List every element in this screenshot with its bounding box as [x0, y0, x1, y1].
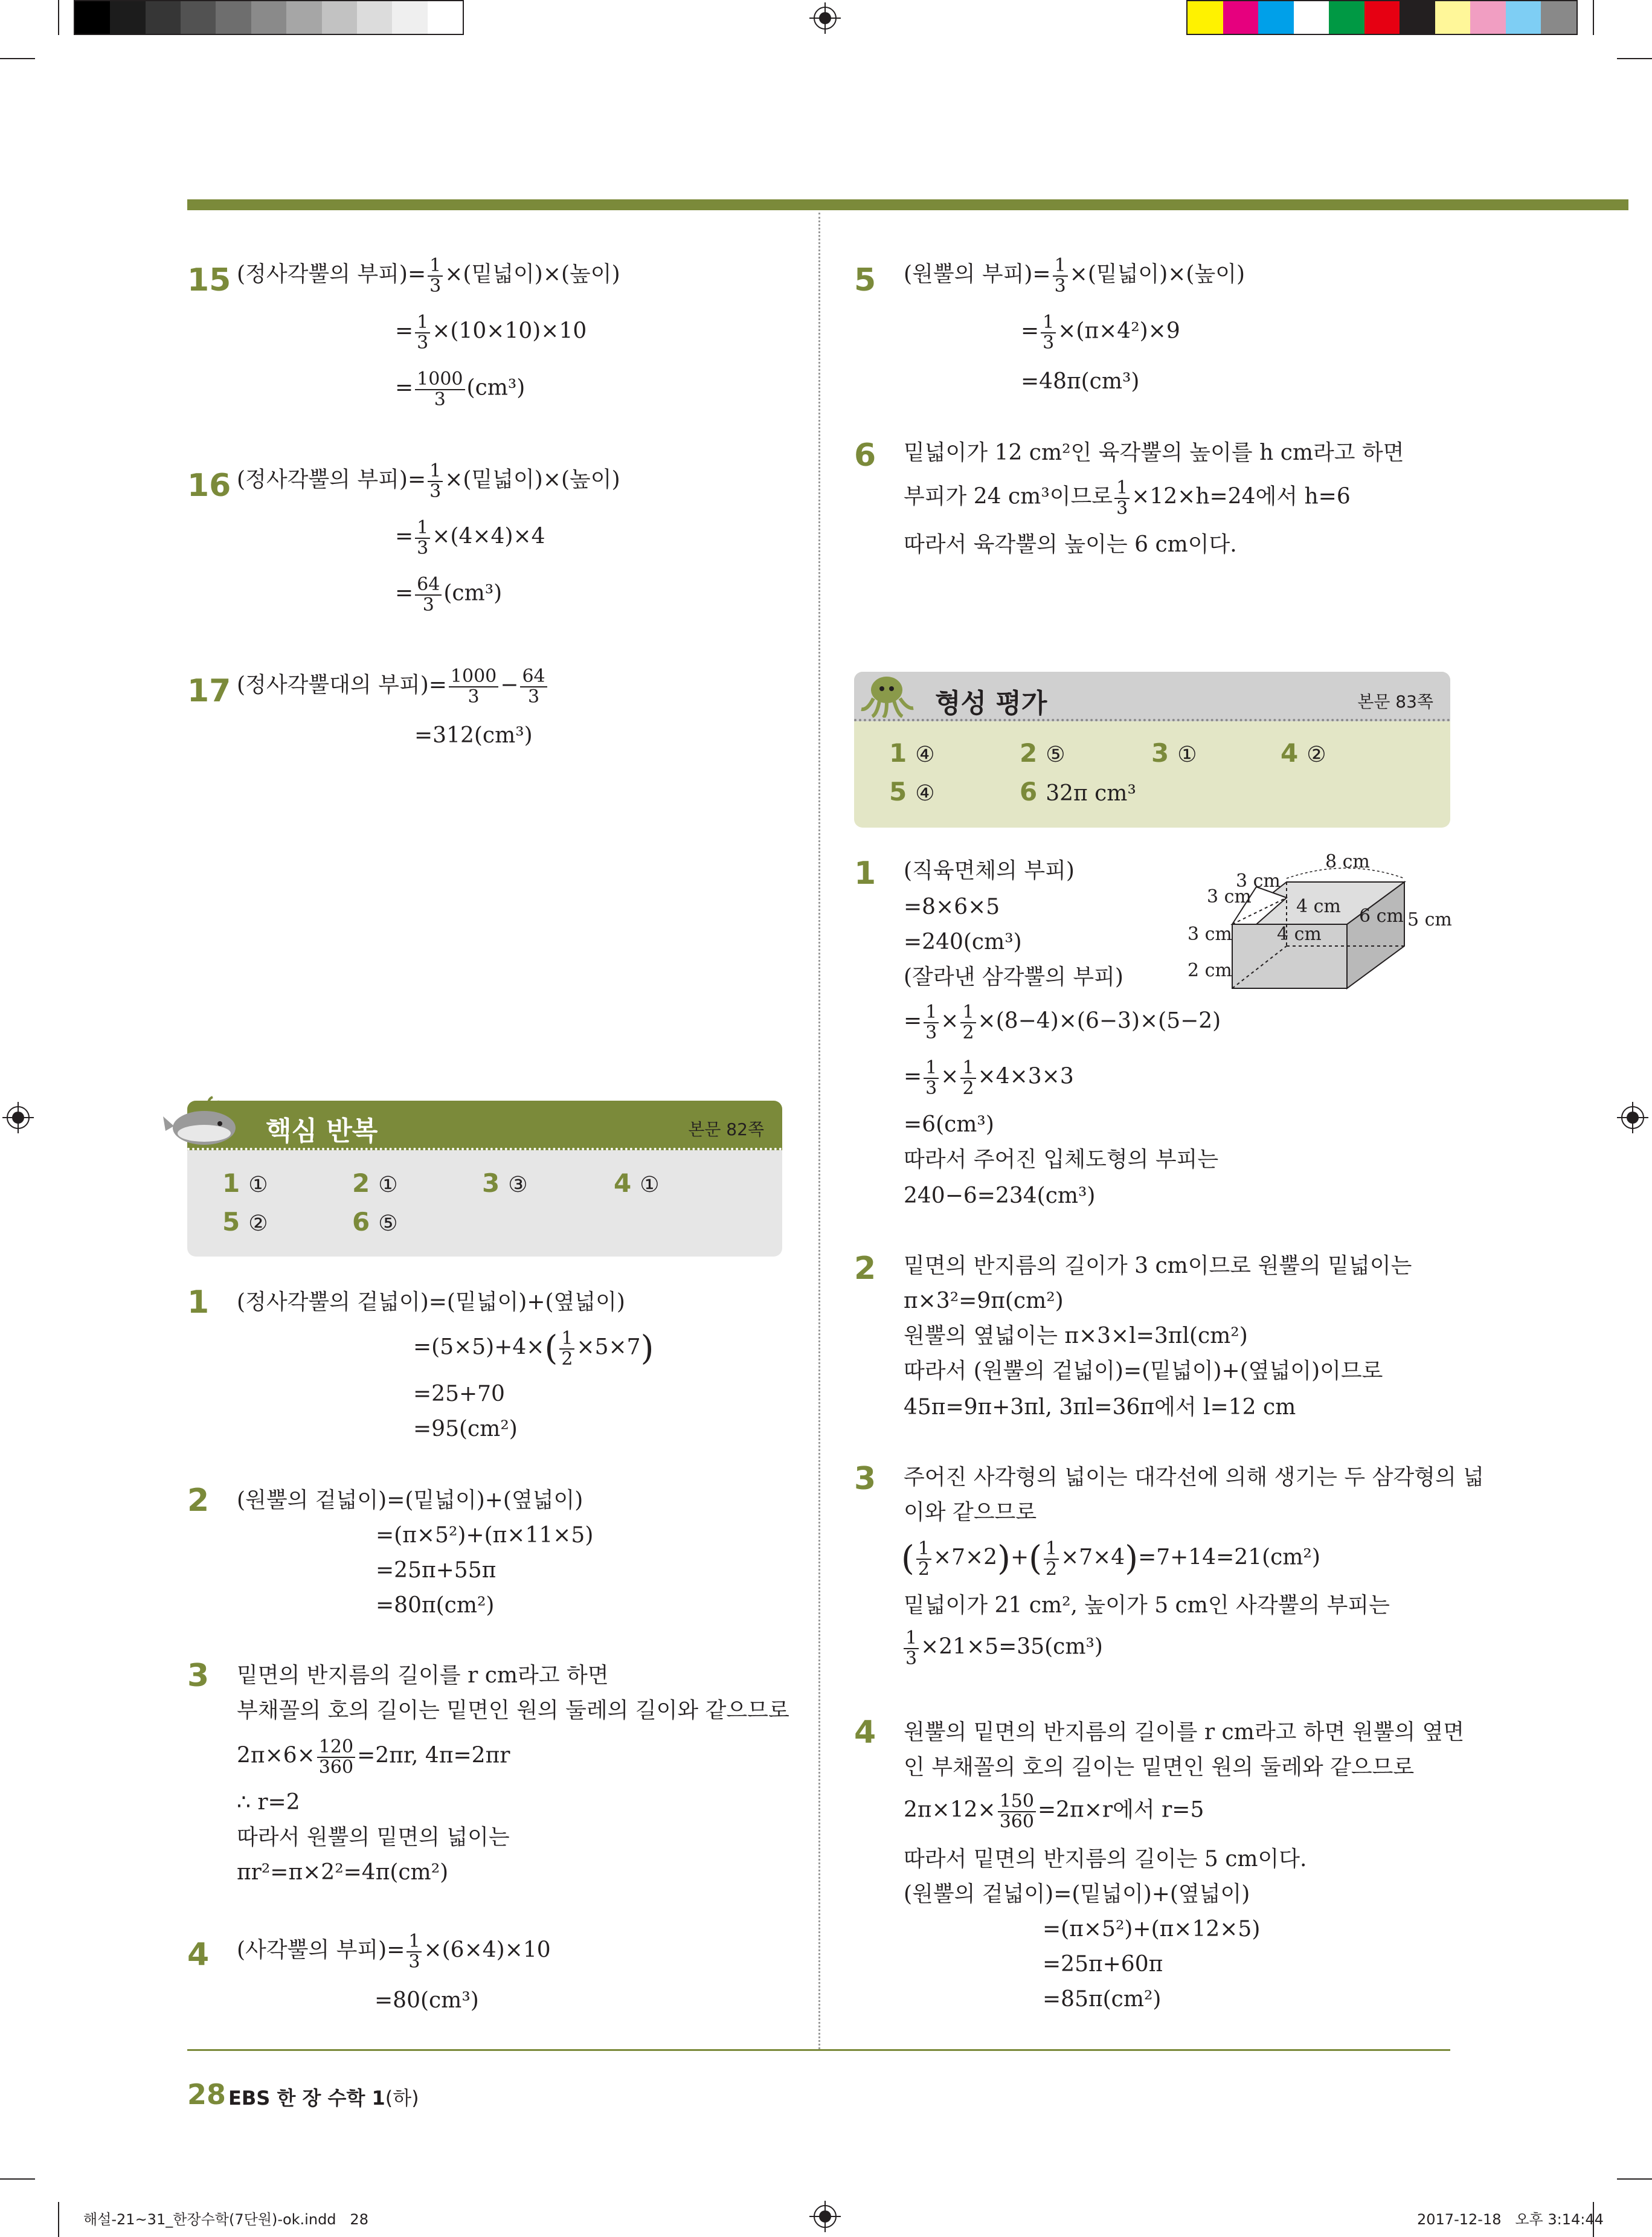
color-swatch [1258, 1, 1294, 34]
answer-item: 1 ① [222, 1168, 268, 1198]
fraction: $\frac{1}{3}$ [904, 1629, 919, 1668]
solution-line: 부피가 24 cm³이므로 $\frac{1}{3}$ ×12×h=24에서 h=6 [904, 477, 1351, 519]
gray-swatch [146, 1, 181, 34]
solution-line: =(π×5²)+(π×11×5) [376, 1523, 594, 1548]
registration-mark-icon [809, 2201, 841, 2232]
fraction: $\frac{1000}{3}$ [449, 667, 498, 706]
problem-number: 2 [854, 1250, 876, 1287]
fraction: $\frac{1}{3}$ [924, 1003, 939, 1042]
solution-line: (원뿔의 부피)= $\frac{1}{3}$ ×(밑넓이)×(높이) [904, 255, 1245, 297]
formative-title: 형성 평가 [935, 688, 1047, 719]
fraction: $\frac{64}{3}$ [520, 667, 547, 706]
crop-mark [1617, 2178, 1652, 2180]
answer-item: 5 ② [222, 1207, 268, 1237]
solution-line: = $\frac{1}{3}$ ×(10×10)×10 [395, 312, 587, 353]
fraction: $\frac{1}{2}$ [1044, 1539, 1059, 1579]
fraction: $\frac{1}{2}$ [559, 1329, 574, 1368]
fraction: $\frac{150}{360}$ [998, 1792, 1036, 1831]
color-swatch [1364, 1, 1400, 34]
gray-swatch [75, 1, 110, 34]
problem-number: 5 [854, 262, 876, 298]
process-color-bar [1186, 0, 1578, 35]
color-swatch [1470, 1, 1506, 34]
dimension-label: 6 cm [1359, 906, 1404, 927]
solution-line: =48π(cm³) [1021, 369, 1140, 394]
solution-line: π×3²=9π(cm²) [904, 1289, 1064, 1313]
solution-line: =85π(cm²) [1043, 1987, 1162, 2012]
gray-swatch [322, 1, 357, 34]
solution-line: = $\frac{1000}{3}$ (cm³) [395, 369, 525, 410]
crop-mark [0, 58, 35, 59]
solution-line: 따라서 주어진 입체도형의 부피는 [904, 1147, 1219, 1172]
problem-number: 6 [854, 437, 876, 474]
dimension-label: 4 cm [1296, 896, 1341, 917]
problem-number: 1 [854, 855, 876, 892]
book-title: EBS 한 장 수학 1(하) [228, 2087, 419, 2110]
core-repeat-box [187, 1101, 782, 1257]
solution-line: (정사각뿔대의 부피)= $\frac{1000}{3}$ − $\frac{64}{3}$ [237, 667, 549, 706]
gray-swatch [357, 1, 392, 34]
problem-number: 1 [187, 1284, 210, 1321]
cuboid-figure [1178, 852, 1456, 997]
problem-number: 4 [854, 1714, 876, 1751]
crop-mark [58, 0, 59, 35]
registration-mark-icon [809, 2, 841, 34]
header-rule [187, 199, 1628, 210]
answer-item: 3 ③ [482, 1168, 528, 1198]
core-repeat-title: 핵심 반복 [266, 1116, 378, 1147]
crop-mark [58, 2202, 59, 2237]
problem-number: 3 [187, 1658, 210, 1694]
solution-line: (정사각뿔의 부피)= $\frac{1}{3}$ ×(밑넓이)×(높이) [237, 460, 620, 502]
problem-number: 17 [187, 673, 231, 709]
fraction: $\frac{1}{3}$ [1041, 313, 1056, 352]
whale-mascot-icon [162, 1095, 240, 1149]
fraction: $\frac{1}{3}$ [407, 1932, 422, 1971]
solution-line: 인 부채꼴의 호의 길이는 밑면인 원의 둘레와 같으므로 [904, 1755, 1415, 1780]
solution-line: =312(cm³) [414, 723, 533, 748]
problem-number: 16 [187, 468, 231, 504]
formative-page-ref: 본문 83쪽 [1357, 692, 1433, 712]
color-swatch [1400, 1, 1435, 34]
solution-line: 2π×6× $\frac{120}{360}$ =2πr, 4π=2πr [237, 1736, 510, 1778]
solution-line: 주어진 사각형의 넓이는 대각선에 의해 생기는 두 삼각형의 넓 [904, 1465, 1484, 1490]
problem-number: 2 [187, 1482, 210, 1519]
solution-line: =8×6×5 [904, 895, 1000, 919]
page-number: 28 [187, 2078, 227, 2111]
solution-line: πr²=π×2²=4π(cm²) [237, 1860, 449, 1885]
color-swatch [1329, 1, 1364, 34]
solution-line: $\frac{1}{3}$ ×21×5=35(cm³) [904, 1629, 1103, 1668]
registration-mark-icon [2, 1102, 34, 1133]
fraction: $\frac{1}{3}$ [1114, 478, 1130, 518]
dimension-label: 3 cm [1188, 924, 1232, 945]
color-swatch [1223, 1, 1259, 34]
solution-line: ∴ r=2 [237, 1790, 300, 1815]
solution-line: =6(cm³) [904, 1112, 994, 1137]
solution-line: =80π(cm²) [376, 1593, 495, 1618]
answer-item: 6 32π cm³ [1020, 777, 1136, 806]
solution-line: (잘라낸 삼각뿔의 부피) [904, 965, 1123, 990]
solution-line: 밑넓이가 21 cm², 높이가 5 cm인 사각뿔의 부피는 [904, 1593, 1390, 1618]
answer-item: 2 ⑤ [1020, 738, 1065, 768]
solution-line: 밑넓이가 12 cm²인 육각뿔의 높이를 h cm라고 하면 [904, 440, 1404, 465]
gray-swatch [286, 1, 321, 34]
octopus-mascot-icon [857, 671, 917, 718]
solution-line: 밑면의 반지름의 길이를 r cm라고 하면 [237, 1663, 609, 1688]
fraction: $\frac{1}{2}$ [916, 1539, 931, 1579]
solution-line: ( $\frac{1}{2}$ ×7×2)+( $\frac{1}{2}$ ×7×4)=7+14=21(cm²) [901, 1538, 1320, 1580]
answer-item: 1 ④ [889, 738, 935, 768]
fraction: $\frac{1}{3}$ [1053, 256, 1068, 295]
solution-line: (원뿔의 겉넓이)=(밑넓이)+(옆넓이) [904, 1882, 1250, 1907]
footer-rule [187, 2049, 1450, 2051]
solution-line: = $\frac{1}{3}$ ×(4×4)×4 [395, 517, 545, 559]
solution-line: (사각뿔의 부피)= $\frac{1}{3}$ ×(6×4)×10 [237, 1931, 551, 1972]
gray-swatch [216, 1, 251, 34]
gray-swatch [181, 1, 216, 34]
answer-item: 4 ② [1281, 738, 1326, 768]
solution-line: =25π+60π [1043, 1952, 1163, 1977]
solution-line: = $\frac{64}{3}$ (cm³) [395, 574, 503, 616]
dimension-label: 2 cm [1188, 960, 1232, 981]
crop-mark [0, 2178, 35, 2180]
solution-line: (원뿔의 겉넓이)=(밑넓이)+(옆넓이) [237, 1488, 583, 1513]
color-swatch [1541, 1, 1576, 34]
solution-line: =25+70 [413, 1382, 505, 1406]
gray-swatch [428, 1, 463, 34]
fraction: $\frac{1}{2}$ [960, 1058, 975, 1098]
gray-swatch [392, 1, 427, 34]
answer-item: 4 ① [614, 1168, 660, 1198]
color-swatch [1294, 1, 1329, 34]
solution-line: = $\frac{1}{3}$ × $\frac{1}{2}$ ×(8−4)×(6−3)×(5−2) [904, 1002, 1221, 1043]
registration-mark-icon [1617, 1102, 1648, 1133]
solution-line: 이와 같으므로 [904, 1500, 1037, 1525]
fraction: $\frac{1}{3}$ [428, 462, 443, 501]
answer-item: 5 ④ [889, 777, 935, 806]
fraction: $\frac{64}{3}$ [415, 575, 442, 614]
solution-line: 45π=9π+3πl, 3πl=36π에서 l=12 cm [904, 1395, 1296, 1420]
solution-line: (직육면체의 부피) [904, 858, 1075, 883]
solution-line: 2π×12× $\frac{150}{360}$ =2π×r에서 r=5 [904, 1791, 1204, 1832]
solution-line: =240(cm³) [904, 930, 1022, 954]
solution-line: =95(cm²) [413, 1417, 518, 1441]
solution-line: 밑면의 반지름의 길이가 3 cm이므로 원뿔의 밑넓이는 [904, 1254, 1412, 1278]
problem-number: 3 [854, 1461, 876, 1497]
color-swatch [1188, 1, 1223, 34]
solution-line: (정사각뿔의 겉넓이)=(밑넓이)+(옆넓이) [237, 1290, 625, 1315]
solution-line: =80(cm³) [374, 1988, 479, 2013]
solution-line: 따라서 원뿔의 밑면의 넓이는 [237, 1825, 510, 1850]
solution-line: 따라서 육각뿔의 높이는 6 cm이다. [904, 532, 1237, 557]
dimension-label: 8 cm [1325, 852, 1370, 872]
grayscale-color-bar [74, 0, 464, 35]
dimension-label: 3 cm [1207, 886, 1252, 907]
crop-mark [1593, 0, 1594, 35]
solution-line: =(5×5)+4×( $\frac{1}{2}$ ×5×7) [413, 1328, 654, 1370]
fraction: $\frac{1000}{3}$ [415, 370, 464, 409]
fraction: $\frac{120}{360}$ [317, 1737, 355, 1777]
dimension-label: 4 cm [1277, 924, 1322, 945]
fraction: $\frac{1}{3}$ [428, 256, 443, 295]
solution-line: 240−6=234(cm³) [904, 1183, 1096, 1208]
solution-line: =25π+55π [376, 1558, 497, 1583]
dimension-label: 3 cm [1236, 871, 1281, 892]
slug-datetime: 2017-12-18 오후 3:14:44 [1417, 2211, 1604, 2228]
answer-item: 3 ① [1151, 738, 1197, 768]
fraction: $\frac{1}{3}$ [415, 518, 430, 558]
crop-mark [1617, 58, 1652, 59]
solution-line: 부채꼴의 호의 길이는 밑면인 원의 둘레의 길이와 같으므로 [237, 1698, 789, 1723]
color-swatch [1506, 1, 1541, 34]
answer-item: 2 ① [352, 1168, 398, 1198]
color-swatch [1435, 1, 1471, 34]
fraction: $\frac{1}{2}$ [960, 1003, 975, 1042]
gray-swatch [110, 1, 145, 34]
solution-line: 원뿔의 옆넓이는 π×3×l=3πl(cm²) [904, 1324, 1248, 1348]
solution-line: =(π×5²)+(π×12×5) [1043, 1917, 1261, 1942]
solution-line: = $\frac{1}{3}$ ×(π×4²)×9 [1021, 312, 1180, 353]
solution-line: 원뿔의 밑면의 반지름의 길이를 r cm라고 하면 원뿔의 옆면 [904, 1720, 1465, 1745]
solution-line: (정사각뿔의 부피)= $\frac{1}{3}$ ×(밑넓이)×(높이) [237, 255, 620, 297]
fraction: $\frac{1}{3}$ [415, 313, 430, 352]
dimension-label: 5 cm [1407, 909, 1452, 930]
solution-line: 따라서 밑면의 반지름의 길이는 5 cm이다. [904, 1847, 1307, 1872]
column-divider [818, 213, 820, 2049]
solution-line: 따라서 (원뿔의 겉넓이)=(밑넓이)+(옆넓이)이므로 [904, 1359, 1383, 1383]
problem-number: 4 [187, 1937, 210, 1973]
core-repeat-page-ref: 본문 82쪽 [688, 1119, 764, 1139]
answer-item: 6 ⑤ [352, 1207, 398, 1237]
problem-number: 15 [187, 262, 231, 298]
slug-filename: 해설-21~31_한장수학(7단원)-ok.indd 28 [83, 2211, 368, 2228]
gray-swatch [251, 1, 286, 34]
formative-assessment-box [854, 672, 1450, 828]
solution-line: = $\frac{1}{3}$ × $\frac{1}{2}$ ×4×3×3 [904, 1057, 1074, 1099]
fraction: $\frac{1}{3}$ [924, 1058, 939, 1098]
